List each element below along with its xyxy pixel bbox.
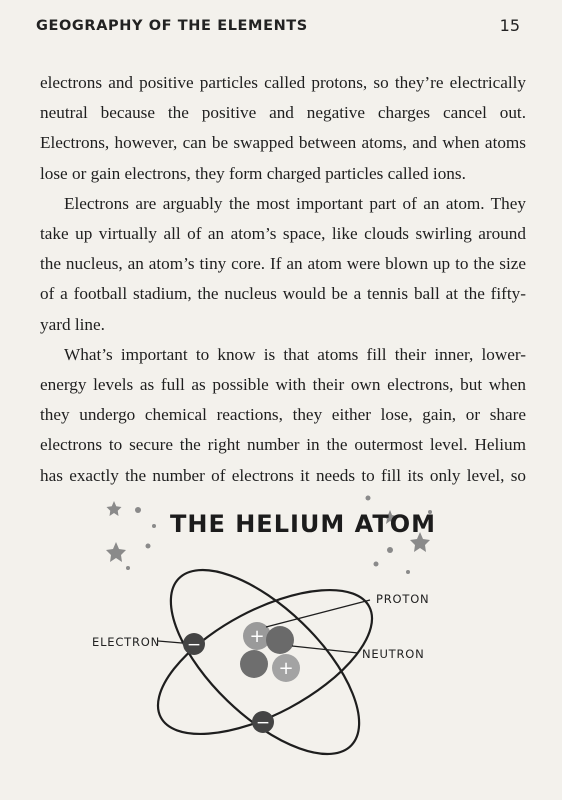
minus-sign: − bbox=[186, 635, 202, 655]
star-dot bbox=[152, 524, 156, 528]
page-number: 15 bbox=[499, 16, 520, 35]
paragraph-1: electrons and positive particles called protons, so they’re electrically neutral because the positive and negative charges cancel out. Electrons, however, can be swapped between atoms, and when atoms lose or gain electrons, they form charged particles called ions. bbox=[40, 73, 526, 183]
star-dot bbox=[135, 507, 141, 513]
running-head: GEOGRAPHY OF THE ELEMENTS bbox=[36, 18, 308, 34]
nucleus bbox=[240, 622, 300, 682]
paragraph-2: Electrons are arguably the most important part of an atom. They take up virtually all of an atom’s space, like clouds swirling around the nucleus, an atom’s tiny core. If an atom were blown up to the size of a football stadium, the nucleus would be a tennis ball at the fifty-yard line. bbox=[40, 193, 526, 334]
body-text bbox=[40, 68, 526, 491]
plus-sign: + bbox=[278, 658, 294, 679]
star-dot bbox=[126, 566, 130, 570]
neutron-particle bbox=[266, 626, 294, 654]
neutron-particle bbox=[240, 650, 268, 678]
neutron-label: NEUTRON bbox=[362, 647, 425, 661]
electron-label: ELECTRON bbox=[92, 635, 161, 649]
star-dot bbox=[387, 547, 393, 553]
star-dot bbox=[406, 570, 410, 574]
paragraph-3: What’s important to know is that atoms fill their inner, lower-energy levels as full as possible with their own electrons, but when they undergo chemical reactions, they either lose, gain, or share electrons to secure the right number in the outermost level. Helium has exactly the number of electrons it needs to fill its only level, so bbox=[40, 344, 526, 485]
star-dot bbox=[366, 496, 371, 501]
figure-title: THE HELIUM ATOM bbox=[170, 510, 437, 538]
proton-label: PROTON bbox=[376, 592, 430, 606]
helium-atom-figure bbox=[90, 480, 480, 780]
star-dot bbox=[374, 562, 379, 567]
star-icon bbox=[106, 542, 126, 562]
star-icon bbox=[107, 501, 122, 516]
plus-sign: + bbox=[249, 626, 265, 647]
minus-sign: − bbox=[255, 713, 271, 733]
star-dot bbox=[146, 544, 151, 549]
